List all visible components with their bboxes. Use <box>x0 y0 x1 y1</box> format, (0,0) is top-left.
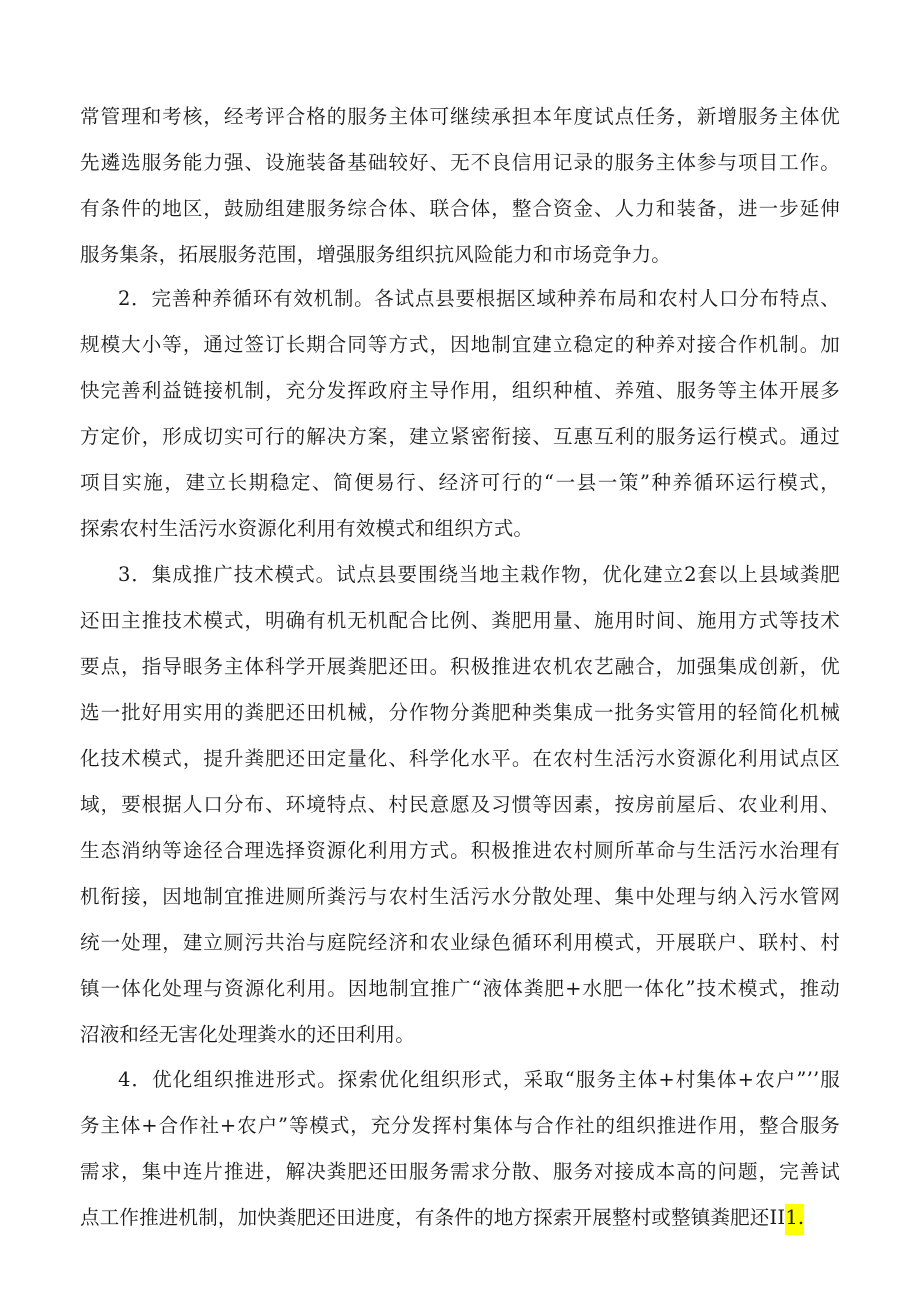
paragraph-line: 域，要根据人口分布、环境特点、村民意愿及习惯等因素，按房前屋后、农业利用、 <box>80 793 840 816</box>
paragraph-line-last <box>80 1198 805 1238</box>
paragraph-line-text: 点工作推进机制，加快粪肥还田进度，有条件的地方探索开展整村或整镇粪肥还II <box>80 1206 786 1229</box>
paragraph-line: 先遴选服务能力强、设施装备基础较好、无不良信用记录的服务主体参与项目工作。 <box>80 151 840 174</box>
paragraph-line: 需求，集中连片推进，解决粪肥还田服务需求分散、服务对接成本高的问题，完善试 <box>80 1160 840 1183</box>
paragraph-line: 有条件的地区，鼓励组建服务综合体、联合体，整合资金、人力和装备，进一步延伸 <box>80 197 840 220</box>
highlighted-text: 1. <box>785 1204 804 1235</box>
paragraph-line: 生态消纳等途径合理选择资源化利用方式。积极推进农村厕所革命与生活污水治理有 <box>80 839 840 862</box>
paragraph-line: 统一处理，建立厕污共治与庭院经济和农业绿色循环利用模式，开展联户、联村、村 <box>80 931 840 954</box>
paragraph-line: 选一批好用实用的粪肥还田机械，分作物分粪肥种类集成一批务实管用的轻简化机械 <box>80 701 840 724</box>
paragraph-line: 还田主推技术模式，明确有机无机配合比例、粪肥用量、施用时间、施用方式等技术 <box>80 609 840 632</box>
paragraph-line: 化技术模式，提升粪肥还田定量化、科学化水平。在农村生活污水资源化利用试点区 <box>80 747 840 770</box>
paragraph-line: 要点，指导眼务主体科学开展粪肥还田。积极推进农机农艺融合，加强集成创新，优 <box>80 655 840 678</box>
paragraph-line: 探索农村生活污水资源化利用有效模式和组织方式。 <box>80 517 534 540</box>
paragraph-line: 4．优化组织推进形式。探索优化组织形式，采取“服务主体+村集体+农户”’’服 <box>118 1068 840 1091</box>
paragraph-line: 3．集成推广技术模式。试点县要围绕当地主栽作物，优化建立2套以上县域粪肥 <box>118 563 840 586</box>
paragraph-line: 镇一体化处理与资源化利用。因地制宜推广“液体粪肥+水肥一体化”技术模式，推动 <box>80 977 840 1000</box>
paragraph-line: 2．完善种养循环有效机制。各试点县要根据区域种养布局和农村人口分布特点、 <box>118 287 840 310</box>
paragraph-line: 务主体+合作社+农户”等模式，充分发挥村集体与合作社的组织推进作用，整合服务 <box>80 1114 840 1137</box>
paragraph-line: 服务集条，拓展服务范围，增强服务组织抗风险能力和市场竞争力。 <box>80 243 672 266</box>
paragraph-line: 规模大小等，通过签订长期合同等方式，因地制宜建立稳定的种养对接合作机制。加 <box>80 333 840 356</box>
paragraph-line: 机衔接，因地制宜推进厕所粪污与农村生活污水分散处理、集中处理与纳入污水管网 <box>80 885 840 908</box>
paragraph-line: 项目实施，建立长期稳定、简便易行、经济可行的“一县一策”种养循环运行模式， <box>80 471 840 494</box>
paragraph-line: 常管理和考核，经考评合格的服务主体可继续承担本年度试点任务，新增服务主体优 <box>80 105 840 128</box>
paragraph-line: 沼液和经无害化处理粪水的还田利用。 <box>80 1023 415 1046</box>
paragraph-line: 快完善利益链接机制，充分发挥政府主导作用，组织种植、养殖、服务等主体开展多 <box>80 379 840 402</box>
paragraph-line: 方定价，形成切实可行的解决方案，建立紧密衔接、互惠互利的服务运行模式。通过 <box>80 425 840 448</box>
